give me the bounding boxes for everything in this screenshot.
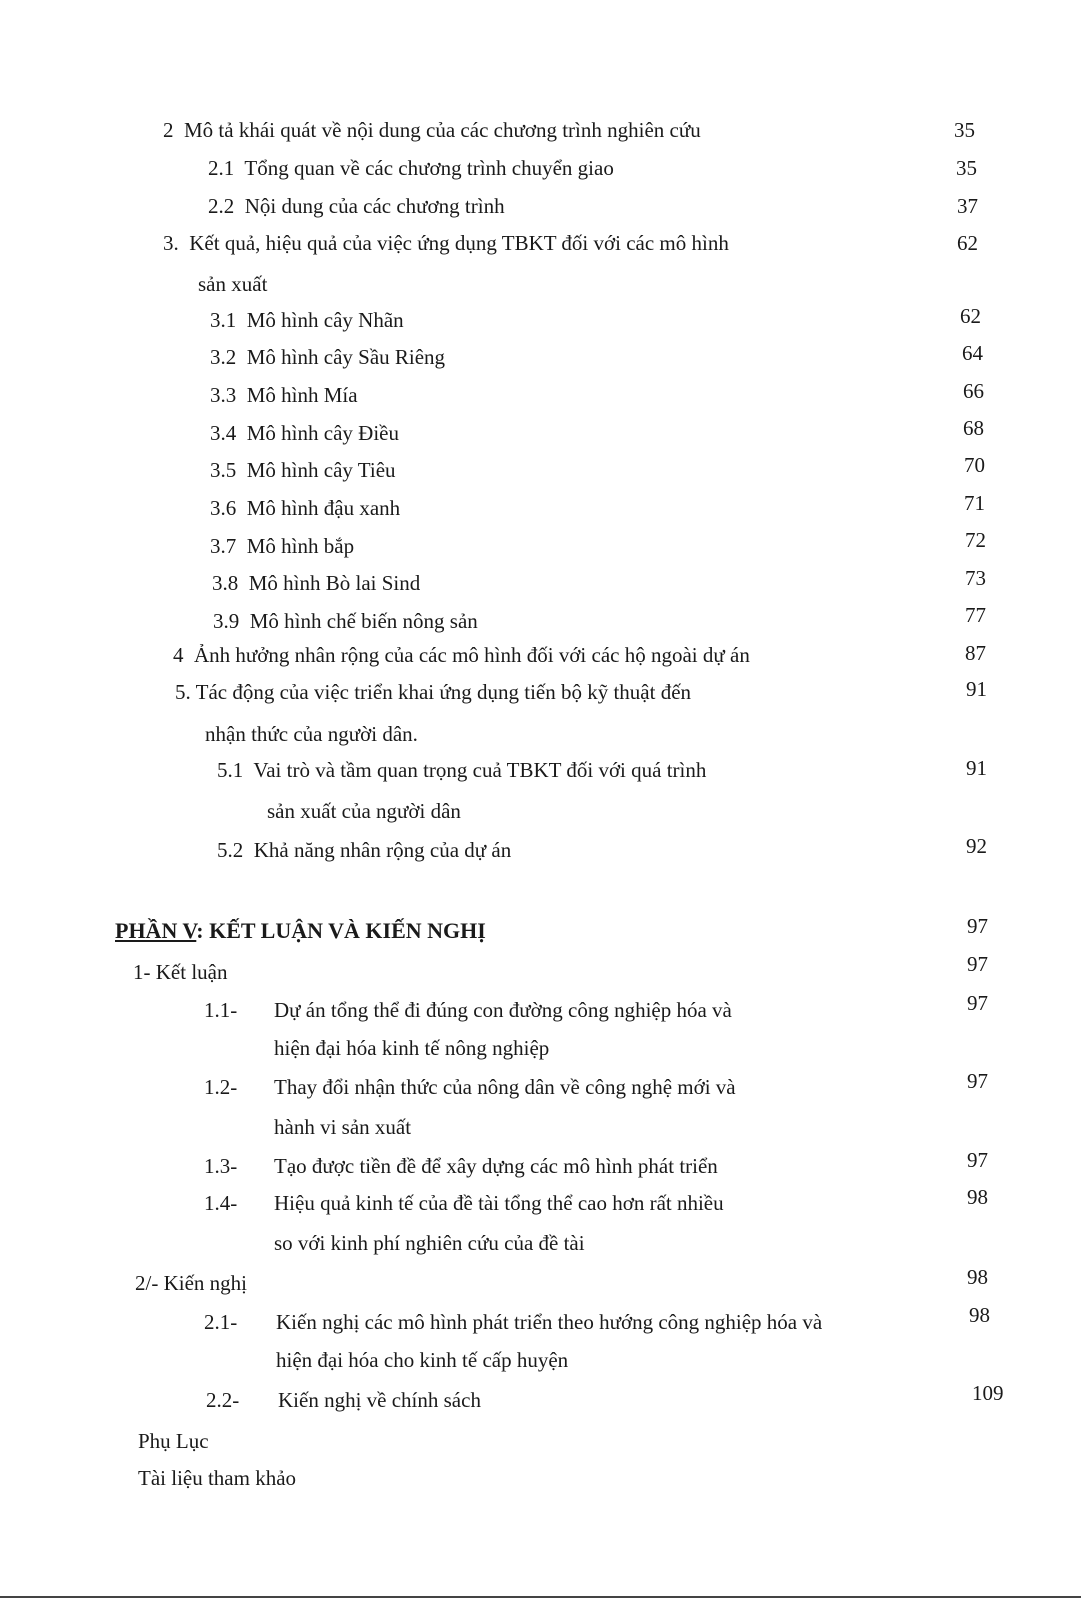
toc-number: 3. (163, 231, 179, 255)
toc-page-number: 37 (957, 194, 978, 218)
toc-page-number: 98 (967, 1265, 988, 1289)
toc-number: 2/- (135, 1271, 159, 1295)
appendix-entry: Phụ Lục (138, 1429, 209, 1453)
toc-number: 2.2 (208, 194, 235, 218)
toc-number: 2 (163, 118, 174, 142)
toc-title: Khả năng nhân rộng của dự án (253, 838, 512, 862)
toc-number: 3.6 (210, 496, 237, 520)
toc-page-number: 91 (966, 756, 987, 780)
toc-page-number: 98 (967, 1185, 988, 1209)
toc-page-number: 87 (965, 641, 986, 665)
toc-entry (210, 308, 404, 333)
toc-number: 3.8 (212, 571, 239, 595)
toc-title: Kiến nghị về chính sách (278, 1388, 481, 1412)
toc-entry (204, 1310, 822, 1335)
toc-entry (175, 680, 691, 705)
toc-number: 4 (173, 643, 184, 667)
toc-page-number: 62 (957, 231, 978, 255)
toc-entry (208, 156, 614, 181)
page-bottom-border (0, 1596, 1081, 1598)
toc-title-continuation: sản xuất của người dân (267, 799, 461, 823)
toc-number: 2.1- (204, 1310, 238, 1334)
toc-page-number: 109 (972, 1381, 1004, 1405)
toc-title: Mô hình bắp (246, 534, 355, 558)
toc-title-continuation: nhận thức của người dân. (205, 722, 418, 746)
toc-title: Tạo được tiền đề để xây dựng các mô hình phát triển (274, 1154, 718, 1178)
toc-title: Tổng quan về các chương trình chuyển giao (244, 156, 614, 180)
toc-number: 2.2- (206, 1388, 240, 1412)
toc-title-continuation: sản xuất (198, 272, 268, 296)
toc-title: Kiến nghị các mô hình phát triển theo hướng công nghiệp hóa và (276, 1310, 823, 1334)
toc-title: Mô hình cây Điều (246, 421, 399, 445)
toc-page-number: 35 (956, 156, 977, 180)
toc-page-number: 98 (969, 1303, 990, 1327)
toc-title: Vai trò và tầm quan trọng cuả TBKT đối với quá trình (253, 758, 707, 782)
toc-entry (204, 1191, 724, 1216)
toc-entry (208, 194, 505, 219)
toc-number: 3.3 (210, 383, 237, 407)
toc-page-number: 97 (967, 952, 988, 976)
toc-title-continuation: hiện đại hóa cho kinh tế cấp huyện (276, 1348, 569, 1372)
toc-number: 5. (175, 680, 191, 704)
toc-title: Mô hình cây Nhãn (246, 308, 404, 332)
toc-number: 1- (133, 960, 151, 984)
toc-title: Thay đổi nhận thức của nông dân về công nghệ mới và (274, 1075, 736, 1099)
toc-title: Mô hình Bò lai Sind (248, 571, 421, 595)
toc-page-number: 70 (964, 453, 985, 477)
toc-entry (173, 643, 750, 668)
toc-entry (210, 496, 400, 521)
toc-entry (217, 758, 706, 783)
toc-page-number: 66 (963, 379, 984, 403)
toc-title: Kiến nghị (163, 1271, 247, 1295)
toc-number: 1.3- (204, 1154, 238, 1178)
toc-entry (163, 118, 701, 143)
toc-page-number: 73 (965, 566, 986, 590)
toc-entry (210, 383, 358, 408)
toc-entry (133, 960, 227, 985)
toc-page-number: 71 (964, 491, 985, 515)
toc-title: Hiệu quả kinh tế của đề tài tổng thể cao hơn rất nhiều (274, 1191, 724, 1215)
toc-title: Dự án tổng thể đi đúng con đường công nghiệp hóa và (274, 998, 732, 1022)
toc-entry (204, 998, 732, 1023)
toc-entry (204, 1075, 736, 1100)
part-label: PHẦN V (115, 918, 197, 943)
toc-entry (210, 534, 354, 559)
toc-number: 3.1 (210, 308, 237, 332)
toc-title: Mô tả khái quát về nội dung của các chương trình nghiên cứu (184, 118, 701, 142)
toc-page-number: 97 (967, 991, 988, 1015)
toc-number: 5.1 (217, 758, 244, 782)
toc-entry (206, 1388, 481, 1413)
toc-title: Mô hình cây Tiêu (246, 458, 396, 482)
part-title: : KẾT LUẬN VÀ KIẾN NGHỊ (196, 918, 486, 943)
toc-page-number: 77 (965, 603, 986, 627)
toc-entry (213, 609, 478, 634)
toc-title: Mô hình đậu xanh (246, 496, 401, 520)
toc-title: Mô hình cây Sầu Riêng (246, 345, 446, 369)
toc-entry (204, 1154, 718, 1179)
references-entry: Tài liệu tham khảo (138, 1466, 297, 1490)
toc-page-number: 97 (967, 914, 988, 938)
toc-page-number: 35 (954, 118, 975, 142)
toc-page-number: 64 (962, 341, 983, 365)
toc-title: Tác động của việc triển khai ứng dụng tiến bộ kỹ thuật đến (195, 680, 692, 704)
toc-page-number: 97 (967, 1148, 988, 1172)
toc-title: Nội dung của các chương trình (244, 194, 505, 218)
toc-title: Kết quả, hiệu quả của việc ứng dụng TBKT đối với các mô hình (189, 231, 729, 255)
toc-number: 3.2 (210, 345, 237, 369)
toc-page-number: 92 (966, 834, 987, 858)
toc-page-number: 68 (963, 416, 984, 440)
toc-number: 1.2- (204, 1075, 238, 1099)
toc-title: Mô hình chế biến nông sản (249, 609, 478, 633)
toc-title-continuation: so với kinh phí nghiên cứu của đề tài (274, 1231, 585, 1255)
toc-number: 3.4 (210, 421, 237, 445)
toc-number: 5.2 (217, 838, 244, 862)
toc-number: 1.4- (204, 1191, 238, 1215)
toc-entry (212, 571, 420, 596)
toc-entry (135, 1271, 247, 1296)
toc-page-number: 72 (965, 528, 986, 552)
toc-number: 1.1- (204, 998, 238, 1022)
part-heading (115, 918, 486, 944)
toc-number: 3.9 (213, 609, 240, 633)
toc-entry (210, 458, 396, 483)
toc-page-number: 97 (967, 1069, 988, 1093)
toc-number: 2.1 (208, 156, 235, 180)
toc-entry (210, 421, 399, 446)
toc-title: Kết luận (155, 960, 228, 984)
toc-title: Ảnh hưởng nhân rộng của các mô hình đối với các hộ ngoài dự án (194, 643, 750, 667)
toc-entry (163, 231, 729, 256)
toc-entry (210, 345, 445, 370)
toc-number: 3.5 (210, 458, 237, 482)
toc-title-continuation: hiện đại hóa kinh tế nông nghiệp (274, 1036, 550, 1060)
toc-title-continuation: hành vi sản xuất (274, 1115, 412, 1139)
toc-number: 3.7 (210, 534, 237, 558)
toc-title: Mô hình Mía (246, 383, 358, 407)
toc-page-number: 91 (966, 677, 987, 701)
toc-page-number: 62 (960, 304, 981, 328)
toc-entry (217, 838, 511, 863)
